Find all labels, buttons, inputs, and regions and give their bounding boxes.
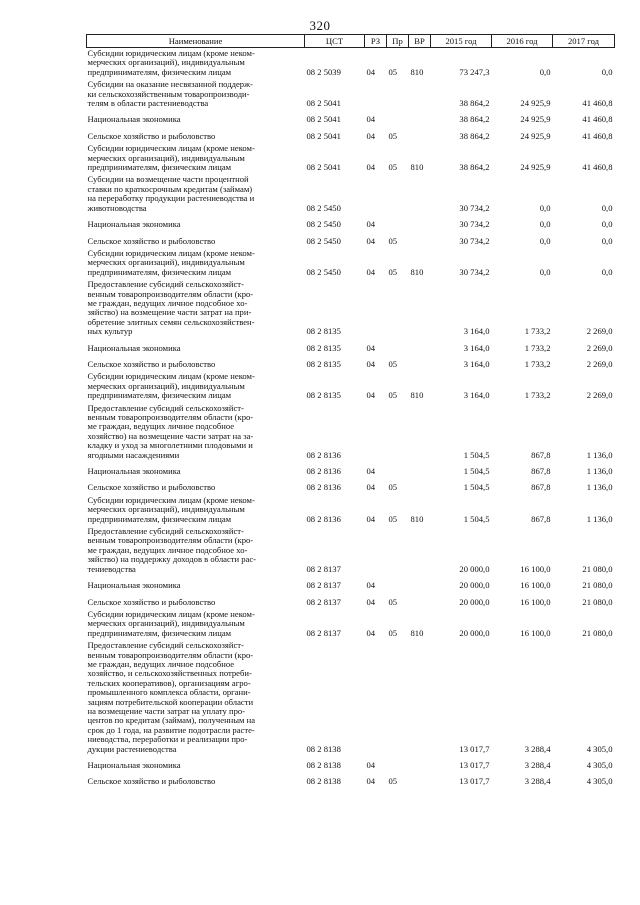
row-vr (409, 232, 431, 248)
header-cst: ЦСТ (305, 35, 365, 48)
row-value-2016: 1 733,2 (524, 390, 551, 401)
row-name: Сельское хозяйство и рыболовство (87, 358, 216, 369)
row-value-2015: 3 164,0 (463, 342, 490, 353)
row-pr: 05 (388, 513, 398, 524)
table-row (87, 495, 615, 526)
row-rz: 04 (366, 627, 376, 638)
row-vr (409, 110, 431, 126)
row-cst: 08 2 8135 (306, 326, 341, 337)
table-row (87, 232, 615, 248)
row-pr: 05 (388, 390, 398, 401)
row-value-2017: 0,0 (601, 235, 613, 246)
row-value-2015: 20 000,0 (459, 627, 490, 638)
row-value-2016: 24 925,9 (520, 162, 551, 173)
row-cst: 08 2 5450 (306, 202, 341, 213)
row-value-2016: 867,8 (531, 513, 551, 524)
row-rz: 04 (366, 390, 376, 401)
row-name: Предоставление субсидий сельскохозяйст- венным товаропроизводителям области (кро- ме граждан, ведущих личное подсобное хо- зяйство) на поддержку доходов в области рас- тениеводства (87, 526, 257, 574)
row-rz (365, 79, 387, 110)
row-value-2015: 20 000,0 (459, 580, 490, 591)
row-value-2015: 13 017,7 (459, 776, 490, 787)
row-value-2016: 3 288,4 (524, 776, 551, 787)
table-row (87, 79, 615, 110)
row-vr (409, 640, 431, 756)
row-value-2015: 1 504,5 (463, 513, 490, 524)
row-vr: 810 (410, 66, 424, 77)
row-value-2016: 16 100,0 (520, 627, 551, 638)
row-rz (365, 279, 387, 338)
row-vr: 810 (410, 513, 424, 524)
row-pr (387, 403, 409, 462)
row-rz: 04 (366, 513, 376, 524)
row-value-2015: 20 000,0 (459, 596, 490, 607)
table-body (87, 48, 615, 789)
header-2017: 2017 год (553, 35, 615, 48)
row-vr (409, 462, 431, 478)
row-vr (409, 478, 431, 494)
table-row (87, 215, 615, 231)
row-pr: 05 (388, 235, 398, 246)
row-value-2015: 30 734,2 (459, 266, 490, 277)
row-pr: 05 (388, 66, 398, 77)
row-name: Предоставление субсидий сельскохозяйст- венным товаропроизводителям области (кро- ме граждан, ведущих личное подсобное хозяйство) на возмещение части затрат на за- кладку и уход за многолетними плодовыми и ягодными насаждениями (87, 402, 254, 460)
row-pr (387, 279, 409, 338)
row-name: Субсидии юридическим лицам (кроме неком- мерческих организаций), индивидуальным предпринимателям, физическим лицам (87, 143, 255, 173)
header-pr: Пр (387, 35, 409, 48)
row-rz: 04 (366, 466, 376, 477)
row-value-2016: 867,8 (531, 449, 551, 460)
table-row (87, 609, 615, 640)
row-value-2016: 867,8 (531, 466, 551, 477)
row-value-2016: 3 288,4 (524, 760, 551, 770)
row-rz: 04 (366, 776, 376, 787)
row-value-2015: 3 164,0 (463, 390, 490, 401)
row-cst: 08 2 8137 (306, 563, 341, 574)
row-rz: 04 (366, 66, 376, 77)
row-value-2015: 3 164,0 (463, 326, 490, 337)
row-value-2017: 2 269,0 (586, 390, 613, 401)
row-cst: 08 2 5041 (306, 162, 341, 173)
row-pr: 05 (388, 130, 398, 141)
row-pr: 05 (388, 482, 398, 493)
row-rz: 04 (366, 162, 376, 173)
row-value-2015: 13 017,7 (459, 760, 490, 770)
row-pr (387, 110, 409, 126)
table-row (87, 174, 615, 215)
header-name: Наименование (87, 35, 305, 48)
row-value-2016: 24 925,9 (520, 130, 551, 141)
row-value-2017: 0,0 (601, 266, 613, 277)
row-value-2015: 1 504,5 (463, 449, 490, 460)
row-value-2017: 41 460,8 (582, 130, 613, 141)
row-rz: 04 (366, 130, 376, 141)
row-value-2017: 2 269,0 (586, 326, 613, 337)
row-value-2016: 3 288,4 (524, 743, 551, 754)
budget-table (86, 34, 615, 789)
row-value-2017: 4 305,0 (586, 743, 613, 754)
row-name: Субсидии на оказание несвязанной поддерж- ки сельскохозяйственным товаропроизводи- телям в области растениеводства (87, 79, 253, 109)
row-vr (409, 79, 431, 110)
table-row (87, 355, 615, 371)
row-name: Сельское хозяйство и рыболовство (87, 776, 216, 787)
row-cst: 08 2 8138 (306, 776, 341, 787)
table-row (87, 48, 615, 80)
row-name: Национальная экономика (87, 219, 181, 230)
row-vr (409, 355, 431, 371)
row-value-2017: 0,0 (601, 66, 613, 77)
row-name: Предоставление субсидий сельскохозяйст- венным товаропроизводителям области (кро- ме граждан, ведущих личное подсобное хозяйство, и сельскохозяйственных потреби- тельских кооперативов), организациям агро- промышленного комплекса области, органи- зациям потребительской кооперации области на возмещение части затрат на уплату про- центов по кредитам (займам), полученным на срок до 1 года, на развитие подотрасли расте- ниеводства, переработки и реализации про- дукции растениеводства (87, 640, 256, 754)
row-name: Субсидии юридическим лицам (кроме неком- мерческих организаций), индивидуальным предпринимателям, физическим лицам (87, 48, 255, 77)
header-2015: 2015 год (431, 35, 492, 48)
row-value-2015: 30 734,2 (459, 235, 490, 246)
row-value-2017: 1 136,0 (586, 513, 613, 524)
row-vr: 810 (410, 390, 424, 401)
row-rz: 04 (366, 358, 376, 369)
row-cst: 08 2 8137 (306, 627, 341, 638)
table-row (87, 576, 615, 592)
row-name: Субсидии юридическим лицам (кроме неком- мерческих организаций), индивидуальным предпринимателям, физическим лицам (87, 608, 255, 638)
row-value-2017: 41 460,8 (582, 98, 613, 109)
row-value-2015: 1 504,5 (463, 482, 490, 493)
row-value-2016: 24 925,9 (520, 114, 551, 125)
row-cst: 08 2 8138 (306, 743, 341, 754)
row-name: Сельское хозяйство и рыболовство (87, 130, 216, 141)
row-vr (409, 526, 431, 576)
row-value-2016: 0,0 (539, 266, 551, 277)
table-row (87, 248, 615, 279)
row-cst: 08 2 5450 (306, 219, 341, 230)
table-row (87, 593, 615, 609)
row-value-2017: 1 136,0 (586, 466, 613, 477)
table-row (87, 756, 615, 772)
table-row (87, 143, 615, 174)
row-vr (409, 576, 431, 592)
row-value-2016: 1 733,2 (524, 326, 551, 337)
row-cst: 08 2 8136 (306, 513, 341, 524)
row-rz: 04 (366, 596, 376, 607)
row-pr (387, 462, 409, 478)
header-vr: ВР (409, 35, 431, 48)
row-name: Национальная экономика (87, 466, 181, 477)
row-name: Национальная экономика (87, 760, 181, 770)
row-name: Субсидии юридическим лицам (кроме неком- мерческих организаций), индивидуальным предпринимателям, физическим лицам (87, 247, 255, 277)
row-value-2015: 38 864,2 (459, 130, 490, 141)
table-row (87, 640, 615, 756)
header-rz: РЗ (365, 35, 387, 48)
row-value-2016: 0,0 (539, 235, 551, 246)
row-value-2016: 16 100,0 (520, 580, 551, 591)
row-rz: 04 (366, 266, 376, 277)
row-value-2016: 1 733,2 (524, 342, 551, 353)
row-value-2015: 1 504,5 (463, 466, 490, 477)
row-value-2017: 4 305,0 (586, 760, 613, 770)
row-vr (409, 279, 431, 338)
row-value-2017: 21 080,0 (582, 580, 613, 591)
row-cst: 08 2 8135 (306, 358, 341, 369)
row-rz (365, 640, 387, 756)
row-vr (409, 772, 431, 788)
row-value-2016: 16 100,0 (520, 563, 551, 574)
table-row (87, 772, 615, 788)
row-cst: 08 2 5450 (306, 266, 341, 277)
row-cst: 08 2 8135 (306, 342, 341, 353)
row-value-2015: 30 734,2 (459, 219, 490, 230)
table-row (87, 339, 615, 355)
row-name: Сельское хозяйство и рыболовство (87, 482, 216, 493)
row-vr: 810 (410, 266, 424, 277)
row-vr (409, 593, 431, 609)
row-rz: 04 (366, 482, 376, 493)
row-value-2017: 41 460,8 (582, 114, 613, 125)
row-pr (387, 174, 409, 215)
row-value-2017: 0,0 (601, 202, 613, 213)
row-pr (387, 640, 409, 756)
row-value-2015: 3 164,0 (463, 358, 490, 369)
table-row (87, 478, 615, 494)
row-vr (409, 215, 431, 231)
table-row (87, 279, 615, 338)
row-value-2015: 13 017,7 (459, 743, 490, 754)
row-cst: 08 2 8137 (306, 596, 341, 607)
row-value-2016: 0,0 (539, 219, 551, 230)
row-pr (387, 526, 409, 576)
row-name: Национальная экономика (87, 580, 181, 591)
row-vr (409, 756, 431, 772)
row-value-2017: 4 305,0 (586, 776, 613, 787)
row-rz: 04 (366, 235, 376, 246)
row-pr: 05 (388, 776, 398, 787)
row-pr (387, 79, 409, 110)
row-value-2015: 30 734,2 (459, 202, 490, 213)
row-value-2017: 1 136,0 (586, 482, 613, 493)
row-value-2015: 38 864,2 (459, 114, 490, 125)
row-cst: 08 2 5041 (306, 98, 341, 109)
table-row (87, 371, 615, 402)
row-value-2015: 20 000,0 (459, 563, 490, 574)
row-value-2016: 24 925,9 (520, 98, 551, 109)
table-row (87, 403, 615, 462)
row-cst: 08 2 8136 (306, 482, 341, 493)
row-value-2015: 38 864,2 (459, 98, 490, 109)
row-name: Национальная экономика (87, 114, 181, 125)
row-value-2017: 2 269,0 (586, 358, 613, 369)
row-name: Субсидии юридическим лицам (кроме неком- мерческих организаций), индивидуальным предпринимателям, физическим лицам (87, 494, 255, 524)
row-value-2016: 0,0 (539, 66, 551, 77)
row-pr (387, 339, 409, 355)
row-name: Национальная экономика (87, 342, 181, 353)
row-rz (365, 174, 387, 215)
row-cst: 08 2 8135 (306, 390, 341, 401)
row-cst: 08 2 8136 (306, 466, 341, 477)
row-vr: 810 (410, 627, 424, 638)
row-vr (409, 174, 431, 215)
row-vr: 810 (410, 162, 424, 173)
row-pr: 05 (388, 596, 398, 607)
row-value-2017: 41 460,8 (582, 162, 613, 173)
table-row (87, 526, 615, 576)
row-vr (409, 127, 431, 143)
row-pr (387, 215, 409, 231)
row-pr (387, 756, 409, 772)
row-cst: 08 2 5039 (306, 66, 341, 77)
row-pr: 05 (388, 627, 398, 638)
row-rz: 04 (366, 342, 376, 353)
row-value-2017: 2 269,0 (586, 342, 613, 353)
row-value-2017: 0,0 (601, 219, 613, 230)
row-name: Субсидии на возмещение части процентной ставки по краткосрочным кредитам (займам) на переработку продукции растениеводства и животноводства (87, 174, 255, 213)
row-cst: 08 2 8137 (306, 580, 341, 591)
row-cst: 08 2 5041 (306, 130, 341, 141)
row-name: Сельское хозяйство и рыболовство (87, 235, 216, 246)
row-value-2017: 21 080,0 (582, 627, 613, 638)
row-value-2016: 1 733,2 (524, 358, 551, 369)
row-cst: 08 2 8136 (306, 449, 341, 460)
row-value-2016: 867,8 (531, 482, 551, 493)
row-name: Сельское хозяйство и рыболовство (87, 596, 216, 607)
row-name: Предоставление субсидий сельскохозяйст- венным товаропроизводителям области (кро- ме граждан, ведущих личное подсобное хо- зяйство) на возмещение части затрат на при- обретение элитных семян сельскохозяйствен- ных культур (87, 279, 255, 337)
row-cst: 08 2 5041 (306, 114, 341, 125)
row-pr: 05 (388, 162, 398, 173)
table-row (87, 127, 615, 143)
row-vr (409, 403, 431, 462)
row-value-2015: 38 864,2 (459, 162, 490, 173)
row-rz: 04 (366, 760, 376, 770)
table-row (87, 462, 615, 478)
row-rz: 04 (366, 580, 376, 591)
table-header-row (87, 35, 615, 48)
row-cst: 08 2 8138 (306, 760, 341, 770)
row-value-2017: 21 080,0 (582, 596, 613, 607)
row-value-2017: 21 080,0 (582, 563, 613, 574)
row-rz: 04 (366, 114, 376, 125)
row-rz (365, 403, 387, 462)
row-rz: 04 (366, 219, 376, 230)
row-value-2016: 0,0 (539, 202, 551, 213)
row-pr: 05 (388, 358, 398, 369)
row-name: Субсидии юридическим лицам (кроме неком- мерческих организаций), индивидуальным предпринимателям, физическим лицам (87, 371, 255, 401)
row-vr (409, 339, 431, 355)
page-number: 320 (309, 18, 331, 33)
table-row (87, 110, 615, 126)
row-rz (365, 526, 387, 576)
row-value-2017: 1 136,0 (586, 449, 613, 460)
row-value-2016: 16 100,0 (520, 596, 551, 607)
header-2016: 2016 год (492, 35, 553, 48)
row-pr: 05 (388, 266, 398, 277)
row-cst: 08 2 5450 (306, 235, 341, 246)
row-value-2015: 73 247,3 (459, 66, 490, 77)
row-pr (387, 576, 409, 592)
